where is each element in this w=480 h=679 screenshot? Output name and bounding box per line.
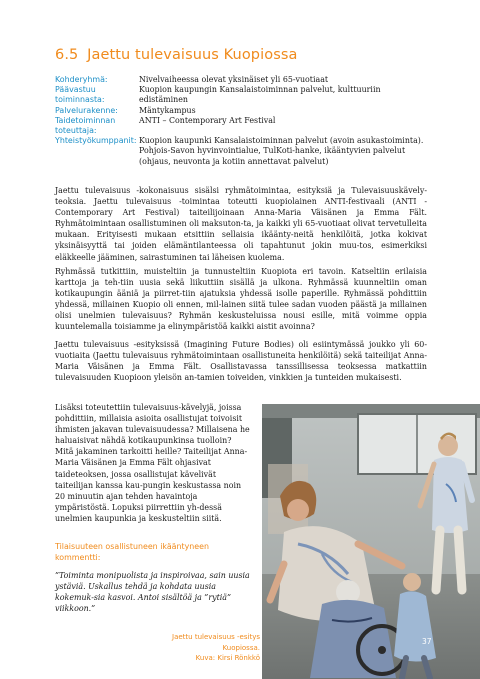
info-row-responsibility — [55, 85, 425, 105]
info-value: Kuopion kaupunki Kansalaistoiminnan palvelut (avoin asukastoiminta). Pohjois-Savon hyvinvointialue, TulKoti-hanke, ikääntyvien palvelut (ohjaus, neuvonta ja kotiin annettavat palvelut) — [139, 136, 424, 166]
info-label: Päävastuu toiminnasta: — [55, 85, 105, 105]
info-value: Kuopion kaupungin Kansalaistoiminnan palvelut, kulttuuriin edistäminen — [139, 85, 381, 105]
performance-photo-illustration — [262, 404, 480, 679]
body-paragraph-intro: Jaettu tulevaisuus -kokonaisuus sisälsi ryhmätoimintaa, esityksiä ja Tulevaisuuskävely-teoksia. Jaettu tulevaisuus -toimintaa toteutti kuopiolainen ANTI-festivaali (ANTI - Contemporary Art Festival) taiteilijoinaan Anna-Maria Väisänen ja Emma Fält. Ryhmätoimintaan osallistuminen oli maksuton-ta, ja kaikki yli 65-vuotiaat olivat tervetulleita mukaan. Erityisesti mukaan etsittiin sellaisia ikäänty-neitä henkilöitä, jotka kokivat yksinäisyyttä tai joiden elämäntilanteessa oli tapahtunut jokin muu-tos, esimerkiksi eläkkeelle jääminen, sairastuminen tai läheisen kuolema. — [55, 186, 427, 262]
info-label: Palvelurakenne: — [55, 105, 118, 115]
page-number: 37 — [422, 637, 432, 646]
info-value: Mäntykampus — [139, 105, 196, 115]
section-heading — [55, 47, 298, 63]
info-row-art-provider — [55, 116, 425, 136]
info-label: Yhteistyökumppanit: — [55, 136, 137, 146]
info-label: Taidetoiminnan toteuttaja: — [55, 115, 116, 136]
info-row-target-group — [55, 75, 425, 85]
caption-credit: Kuva: Kirsi Rönkkö — [195, 654, 260, 662]
info-label: Kohderyhmä: — [55, 75, 108, 84]
participant-quote: ”Toiminta monipuolista ja inspiroivaa, sain uusia ystäviä. Uskallus tehdä ja kohdata uusia kokemuk-sia kasvoi. Antoi sisältöä ja ”rytiä” viikkoon.” — [55, 571, 250, 614]
caption-title: Jaettu tulevaisuus -esitys Kuopiossa. — [172, 633, 260, 652]
section-number: 6.5 — [55, 47, 79, 63]
info-row-partners — [55, 136, 425, 167]
info-value: Nivelvaiheessa olevat yksinäiset yli 65-vuotiaat — [139, 75, 329, 84]
info-row-service-structure — [55, 106, 425, 116]
info-value: ANTI – Contemporary Art Festival — [139, 115, 276, 125]
body-paragraph-walks: Lisäksi toteutettiin tulevaisuus-kävelyjä, joissa pohdittiin, millaisia asioita osallistujat toivoisit ihmisten jakavan tulevaisuudessa? Millaisena he haluaisivat nähdä kotikaupunkinsa tuolloin? Mitä jakaminen tarkoitti heille? Taiteilijat Anna-Maria Väisänen ja Emma Fält ohjasivat taideteoksen, jossa osallistujat kävelivät taiteilijan kanssa kau-pungin keskustassa noin 20 minuutin ajan tehden havaintoja ympäristöstä. Lopuksi piirrettiin yh-dessä unelmien kaupunkia ja keskusteltiin siitä. — [55, 403, 250, 523]
section-title: Jaettu tulevaisuus Kuopiossa — [87, 47, 298, 63]
photo-caption — [150, 632, 260, 664]
performance-photo — [262, 404, 480, 679]
project-info-table — [55, 75, 425, 167]
quote-label: Tilaisuuteen osallistuneen ikääntyneen kommentti: — [55, 542, 209, 562]
body-paragraph-performances: Jaettu tulevaisuus -esityksissä (Imagining Future Bodies) oli esiintymässä joukko yli 60-vuotiaita (Jaettu tulevaisuus ryhmätoimintaan osallistuneita henkilöitä) sekä taiteilijat Anna-Maria Väisänen ja Emma Fält. Osallistavassa tanssillisessa teoksessa matkattiin tulevaisuuden Kuopioon yleisön an-tamien toiveiden, vinkkien ja tunteiden mukaisesti. — [55, 340, 427, 383]
body-paragraph-group-work: Ryhmässä tutkittiin, muisteltiin ja tunnusteltiin Kuopiota eri tavoin. Katseltiin erilaisia karttoja ja teh-tiin uusia sekä liikuttiin sisällä ja ulkona. Ryhmässä kuunneltiin oman kotikaupungin ääniä ja piirret-tiin ajatuksia yhdessä isolle paperille. Ryhmässä pohdittiin yhdessä, millainen Kuopio oli ennen, mil-lainen siitä tulee sadan vuoden päästä ja millainen olisi unelmien tulevaisuus? Ryhmän keskusteluissa nousi esille, mitä voimme oppia kuuntelemalla toisiamme ja elinympäristöä kaikki aistit avoinna? — [55, 267, 427, 332]
